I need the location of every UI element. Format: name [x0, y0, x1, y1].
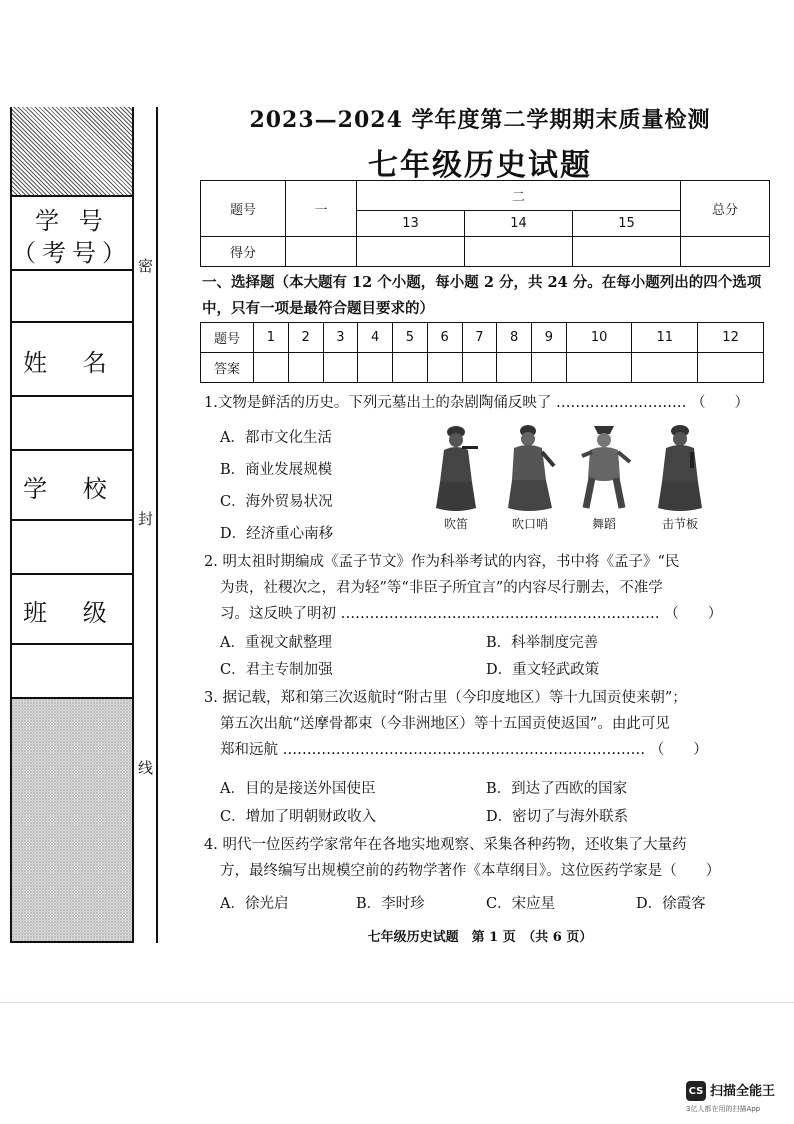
question-4-stem-line1: 4. 明代一位医药学家常年在各地实地观察、采集各种药物，还收集了大量药	[204, 837, 687, 853]
field-school: 学 校	[12, 449, 132, 521]
answer-number: 3	[323, 323, 358, 353]
q4-option-d[interactable]: D．徐霞客	[636, 896, 706, 912]
answer-number: 2	[288, 323, 323, 353]
answer-number: 7	[462, 323, 497, 353]
answer-cell[interactable]	[323, 353, 358, 383]
answer-number: 9	[532, 323, 567, 353]
field-label: 学 号	[35, 207, 109, 235]
score-cell[interactable]	[573, 237, 681, 267]
q1-option-c[interactable]: C．海外贸易状况	[220, 494, 333, 510]
question-3-stem-line1: 3. 据记载，郑和第三次返航时“附古里（今印度地区）等十九国贡使来朝”；	[204, 690, 687, 706]
figurine-clapper-image	[650, 422, 710, 514]
figure-caption: 舞蹈	[591, 517, 616, 531]
exam-period-title: 2023—2024 学年度第二学期期末质量检测	[249, 107, 711, 133]
binding-line	[156, 107, 158, 943]
seal-char-mi: 密	[138, 257, 154, 275]
figure-caption: 吹笛	[443, 517, 468, 531]
score-table-sub: 15	[573, 211, 681, 237]
score-table-col: 一	[286, 181, 357, 237]
q4-option-a[interactable]: A．徐光启	[220, 896, 289, 912]
hatched-block-top	[12, 107, 132, 195]
blank-cell[interactable]	[12, 269, 132, 324]
section-heading: 一、选择题（本大题有 12 个小题，每小题 2 分，共 24 分。在每小题列出的四个选项中，只有一项是最符合题目要求的）	[202, 274, 762, 317]
score-table-col: 二	[357, 181, 681, 211]
score-cell[interactable]	[286, 237, 357, 267]
answer-number: 6	[427, 323, 462, 353]
page-divider	[0, 1002, 794, 1003]
answer-cell[interactable]	[566, 353, 632, 383]
answer-number: 1	[254, 323, 289, 353]
q1-option-a[interactable]: A．都市文化生活	[220, 430, 332, 446]
blank-cell[interactable]	[12, 395, 132, 451]
question-3-stem-line3: 郑和远航 ………………………………………………………………… （ ）	[220, 742, 708, 758]
answer-number: 4	[358, 323, 393, 353]
seal-char-xian: 线	[138, 759, 154, 777]
answer-table-answer-row	[201, 353, 764, 383]
seal-char-feng: 封	[138, 510, 154, 528]
score-table-header: 题号	[201, 181, 286, 237]
question-3-stem-line2: 第五次出航“送摩骨都束（今非洲地区）等十五国贡使返国”。由此可见	[220, 716, 670, 732]
answer-table	[200, 322, 764, 383]
watermark-tagline: 3亿人都在用的扫描App	[686, 1105, 761, 1113]
answer-cell[interactable]	[427, 353, 462, 383]
q1-option-d[interactable]: D．经济重心南移	[220, 526, 334, 542]
score-cell[interactable]	[681, 237, 770, 267]
answer-table-header: 题号	[201, 323, 254, 353]
q4-option-c[interactable]: C．宋应星	[486, 896, 556, 912]
field-class: 班 级	[12, 573, 132, 645]
score-cell[interactable]	[465, 237, 573, 267]
q2-option-a[interactable]: A．重视文献整理	[220, 635, 332, 651]
score-table-col: 总分	[681, 181, 770, 237]
watermark-app-name: 扫描全能王	[710, 1084, 776, 1099]
answer-cell[interactable]	[358, 353, 393, 383]
score-cell[interactable]	[357, 237, 465, 267]
dotted-block-bottom	[12, 697, 132, 941]
question-4-stem-line2: 方，最终编写出规模空前的药物学著作《本草纲目》。这位医药学家是（ ）	[220, 863, 721, 879]
answer-number: 12	[698, 323, 764, 353]
page-footer: 七年级历史试题 第 1 页 （共 6 页）	[367, 930, 593, 945]
figure-caption: 击节板	[661, 517, 698, 531]
answer-number: 5	[393, 323, 428, 353]
answer-table-row-label: 答案	[201, 353, 254, 383]
q2-option-b[interactable]: B．科举制度完善	[486, 635, 599, 651]
score-table-sub: 13	[357, 211, 465, 237]
answer-cell[interactable]	[497, 353, 532, 383]
q3-option-c[interactable]: C．增加了明朝财政收入	[220, 809, 377, 825]
answer-cell[interactable]	[632, 353, 698, 383]
q1-option-b[interactable]: B．商业发展规模	[220, 462, 333, 478]
answer-cell[interactable]	[698, 353, 764, 383]
answer-number: 11	[632, 323, 698, 353]
blank-cell[interactable]	[12, 643, 132, 699]
field-label: （考号）	[12, 239, 132, 267]
answer-number: 8	[497, 323, 532, 353]
question-2-stem-line2: 为贵，社稷次之，君为轻”等“非臣子所宜言”的内容尽行删去，不准学	[220, 580, 663, 596]
question-2-stem-line1: 2. 明太祖时期编成《孟子节文》作为科举考试的内容，书中将《孟子》“民	[204, 554, 680, 570]
answer-cell[interactable]	[393, 353, 428, 383]
score-table	[200, 180, 770, 267]
answer-cell[interactable]	[462, 353, 497, 383]
figure-caption: 吹口哨	[511, 517, 548, 531]
field-name: 姓 名	[12, 321, 132, 397]
blank-cell[interactable]	[12, 519, 132, 575]
figurine-dance-image	[574, 422, 634, 514]
binding-strip	[10, 107, 134, 943]
camscanner-logo-icon: CS	[686, 1081, 706, 1101]
figurine-flute-image	[426, 422, 486, 514]
answer-cell[interactable]	[254, 353, 289, 383]
q4-option-b[interactable]: B．李时珍	[356, 896, 425, 912]
q2-option-d[interactable]: D．重文轻武政策	[486, 662, 600, 678]
score-table-sub: 14	[465, 211, 573, 237]
exam-subject-title: 七年级历史试题	[368, 148, 592, 183]
answer-number: 10	[566, 323, 632, 353]
answer-cell[interactable]	[532, 353, 567, 383]
answer-cell[interactable]	[288, 353, 323, 383]
q3-option-b[interactable]: B．到达了西欧的国家	[486, 781, 628, 797]
answer-table-number-row	[201, 323, 764, 353]
figurine-whistle-image	[500, 422, 560, 514]
field-student-id	[12, 195, 132, 277]
question-1-stem: 1.文物是鲜活的历史。下列元墓出土的杂剧陶俑反映了 ……………………… （ ）	[204, 395, 750, 411]
q3-option-a[interactable]: A．目的是接送外国使臣	[220, 781, 376, 797]
question-2-stem-line3: 习。这反映了明初 ………………………………………………………… （ ）	[220, 606, 723, 622]
q3-option-d[interactable]: D．密切了与海外联系	[486, 809, 629, 825]
score-table-row-label: 得分	[201, 237, 286, 267]
q2-option-c[interactable]: C．君主专制加强	[220, 662, 333, 678]
